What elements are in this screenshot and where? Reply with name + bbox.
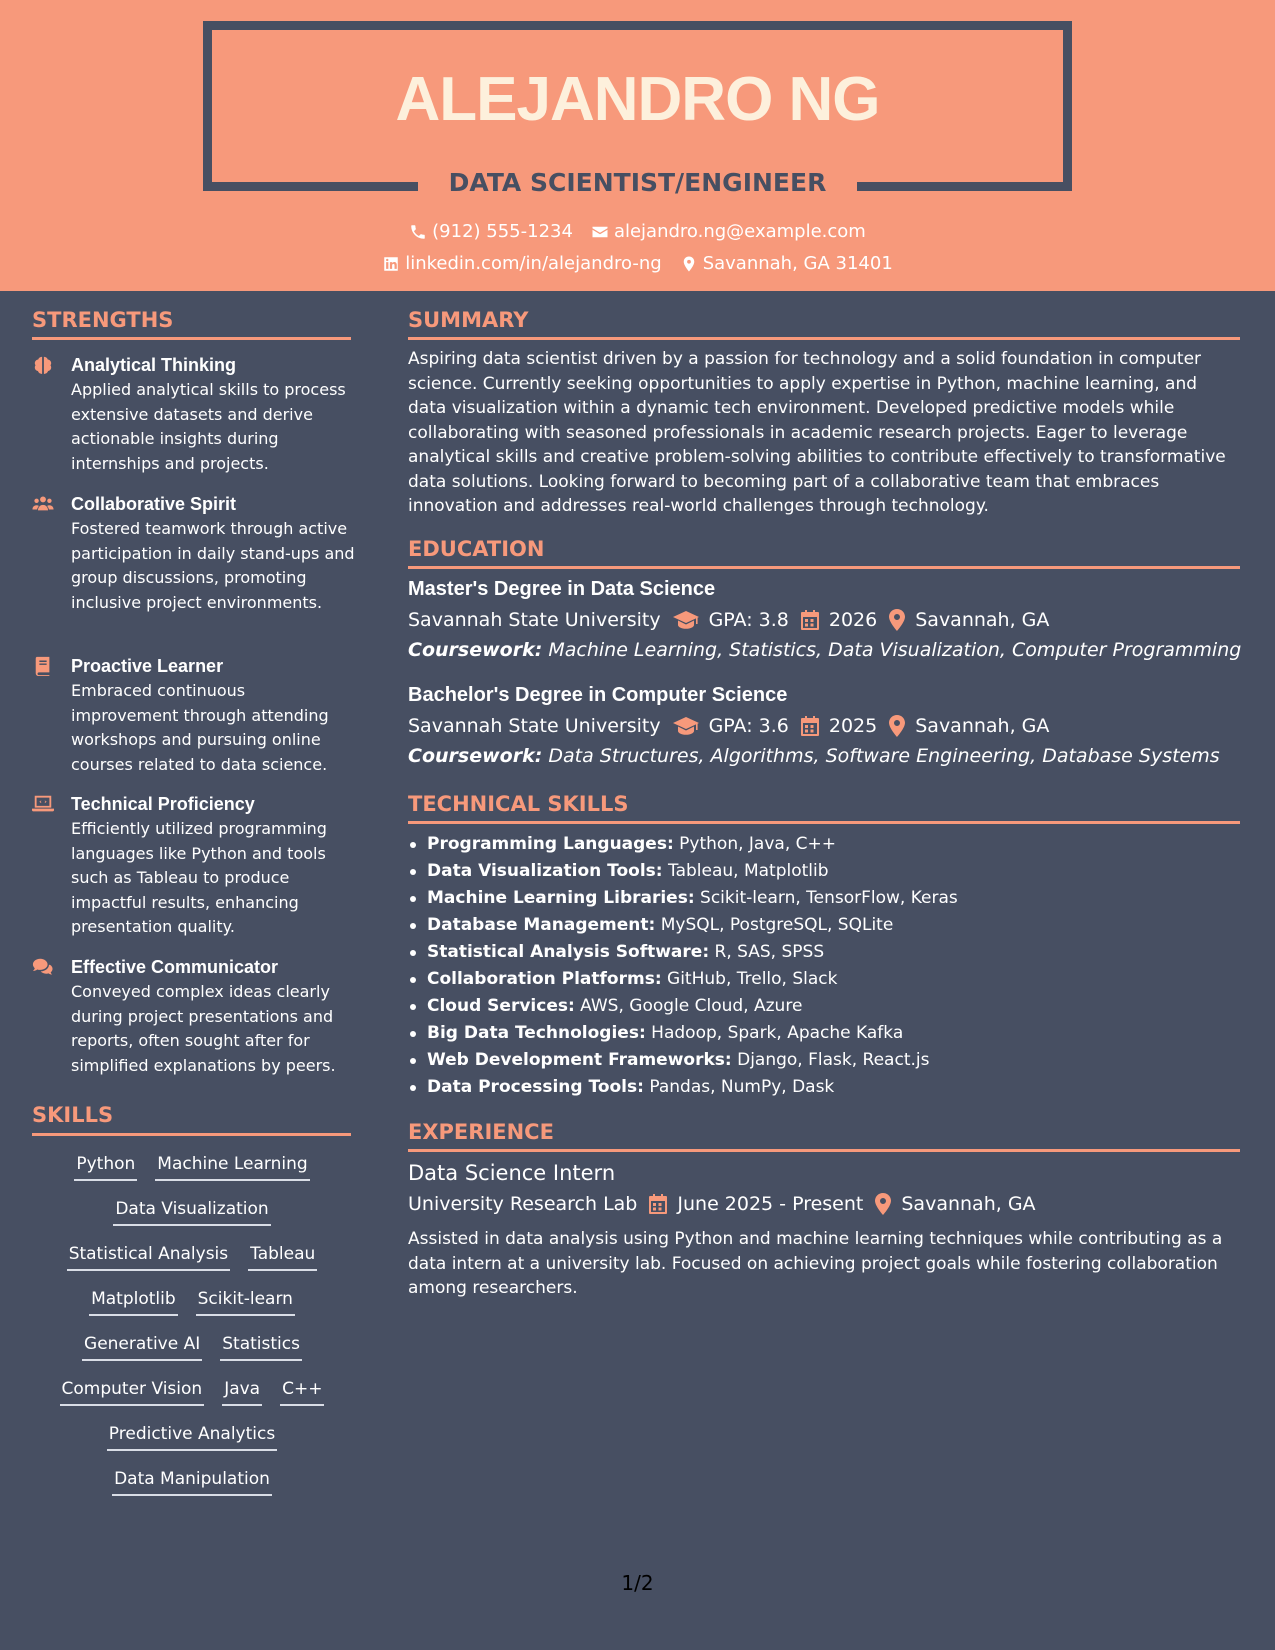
- phone-icon: [409, 223, 427, 241]
- linkedin-icon: [382, 255, 400, 273]
- technical-skills-list: [408, 831, 1240, 1101]
- strengths-heading: STRENGTHS: [32, 308, 174, 332]
- school-name: Savannah State University: [408, 609, 661, 631]
- organization-name: University Research Lab: [408, 1193, 638, 1215]
- year-text: 2026: [828, 609, 878, 631]
- degree-title: Master's Degree in Data Science: [408, 578, 716, 600]
- location-text: Savannah, GA: [915, 609, 1050, 631]
- section-divider: [32, 1133, 351, 1136]
- skill-category: Machine Learning Libraries:: [427, 888, 695, 908]
- strength-description: Embraced continuous improvement through attending workshops and pursuing online courses related to data science.: [71, 681, 329, 774]
- skill-values: Django, Flask, React.js: [737, 1050, 930, 1070]
- list-item: [408, 1074, 1240, 1101]
- skill-values: R, SAS, SPSS: [714, 942, 825, 962]
- skill-category: Database Management:: [427, 915, 656, 935]
- strength-title: Effective Communicator: [71, 957, 279, 977]
- job-title: Data Science Intern: [408, 1161, 616, 1185]
- job-description: Assisted in data analysis using Python and machine learning techniques while contributing as a data intern at a university lab. Focused on achieving project goals while fostering collaboration among researchers.: [408, 1229, 1223, 1298]
- section-divider: [408, 337, 1240, 340]
- skill-values: AWS, Google Cloud, Azure: [580, 996, 803, 1016]
- section-divider: [408, 566, 1240, 569]
- list-item: [408, 993, 1240, 1020]
- book-icon: [32, 656, 54, 676]
- skill-tag: Predictive Analytics: [107, 1422, 277, 1451]
- skill-category: Statistical Analysis Software:: [427, 942, 710, 962]
- skill-tag: Data Visualization: [113, 1197, 270, 1226]
- skill-tag: Statistics: [220, 1332, 302, 1361]
- degree-meta: [408, 713, 1049, 739]
- coursework-label: Coursework:: [408, 639, 543, 661]
- list-item: [408, 1020, 1240, 1047]
- skill-values: Pandas, NumPy, Dask: [649, 1077, 835, 1097]
- coursework-label: Coursework:: [408, 745, 543, 767]
- coursework-text: Data Structures, Algorithms, Software Engineering, Database Systems: [548, 745, 1220, 767]
- contact-location: [680, 252, 893, 276]
- skill-tag: Tableau: [248, 1242, 317, 1271]
- skill-values: Python, Java, C++: [679, 834, 836, 854]
- skill-tag-row: [32, 1287, 352, 1316]
- skills-heading: SKILLS: [32, 1103, 114, 1127]
- section-divider: [408, 821, 1240, 824]
- page-number: 1/2: [621, 1571, 654, 1595]
- skill-tag-row: [32, 1422, 352, 1451]
- contact-row: [0, 220, 1275, 244]
- location-text: Savannah, GA: [915, 715, 1050, 737]
- skill-values: Hadoop, Spark, Apache Kafka: [651, 1023, 904, 1043]
- skill-values: Tableau, Matplotlib: [668, 861, 829, 881]
- skill-category: Web Development Frameworks:: [427, 1050, 732, 1070]
- skill-tag: Python: [74, 1152, 137, 1181]
- section-divider: [32, 337, 351, 340]
- skill-tag: Machine Learning: [155, 1152, 309, 1181]
- degree-meta: [408, 607, 1049, 633]
- coursework-line: [408, 743, 1220, 769]
- school-name: Savannah State University: [408, 715, 661, 737]
- candidate-title: DATA SCIENTIST/ENGINEER: [448, 168, 827, 197]
- gpa-text: GPA: 3.6: [708, 715, 789, 737]
- strength-description: Applied analytical skills to process extensive datasets and derive actionable insights during internships and projects.: [71, 380, 346, 473]
- email-text[interactable]: alejandro.ng@example.com: [613, 221, 866, 242]
- resume-header: [0, 0, 1275, 291]
- map-pin-icon: [889, 715, 905, 737]
- strength-description: Conveyed complex ideas clearly during project presentations and reports, often sought after for simplified explanations by peers.: [71, 982, 336, 1075]
- location-text: Savannah, GA 31401: [702, 253, 893, 274]
- skill-tag: Matplotlib: [89, 1287, 178, 1316]
- skill-tag-row: [32, 1152, 352, 1181]
- list-item: [408, 885, 1240, 912]
- list-item: [408, 1047, 1240, 1074]
- gpa-text: GPA: 3.8: [708, 609, 789, 631]
- coursework-line: [408, 637, 1241, 663]
- people-icon: [32, 494, 54, 514]
- skill-tag-row: [32, 1377, 352, 1406]
- graduation-cap-icon: [673, 610, 699, 630]
- contact-linkedin: [382, 252, 661, 276]
- skill-tag-row: [32, 1467, 352, 1496]
- skill-tag: Generative AI: [82, 1332, 202, 1361]
- envelope-icon: [591, 223, 609, 241]
- coursework-text: Machine Learning, Statistics, Data Visualization, Computer Programming: [548, 639, 1242, 661]
- skill-tag: Statistical Analysis: [67, 1242, 230, 1271]
- list-item: [408, 966, 1240, 993]
- skill-tag-row: [32, 1197, 352, 1226]
- skill-values: GitHub, Trello, Slack: [667, 969, 838, 989]
- list-item: [408, 912, 1240, 939]
- contact-phone: [409, 220, 573, 244]
- summary-text: Aspiring data scientist driven by a passion for technology and a solid foundation in computer science. Currently seeking opportunities to apply expertise in Python, machine learning, and data visualization within a dynamic tech environment. Developed predictive models while collaborating with seasoned professionals in academic research projects. Eager to leverage analytical skills and creative problem-solving abilities to contribute effectively to transformative data solutions. Looking forward to becoming part of a collaborative team that embraces innovation and addresses real-world challenges through technology.: [408, 349, 1226, 516]
- strength-title: Proactive Learner: [71, 656, 224, 676]
- skill-tag-row: [32, 1332, 352, 1361]
- phone-text[interactable]: (912) 555-1234: [432, 221, 573, 242]
- education-heading: EDUCATION: [408, 537, 545, 561]
- section-divider: [408, 1149, 1240, 1152]
- skill-category: Collaboration Platforms:: [427, 969, 662, 989]
- candidate-name: ALEJANDRO NG: [395, 65, 880, 134]
- strength-title: Collaborative Spirit: [71, 494, 237, 514]
- map-pin-icon: [680, 255, 698, 273]
- job-meta: [408, 1191, 1036, 1217]
- skill-category: Cloud Services:: [427, 996, 575, 1016]
- skill-tag: C++: [280, 1377, 324, 1406]
- map-pin-icon: [889, 609, 905, 631]
- calendar-icon: [801, 716, 819, 736]
- skill-tag: Java: [222, 1377, 262, 1406]
- technical-skills-heading: TECHNICAL SKILLS: [408, 792, 629, 816]
- strength-description: Efficiently utilized programming languages like Python and tools such as Tableau to produce impactful results, enhancing presentation quality.: [71, 819, 327, 936]
- map-pin-icon: [875, 1193, 891, 1215]
- degree-title: Bachelor's Degree in Computer Science: [408, 684, 788, 706]
- experience-heading: EXPERIENCE: [408, 1120, 554, 1144]
- laptop-code-icon: [32, 794, 54, 814]
- skill-category: Data Visualization Tools:: [427, 861, 663, 881]
- linkedin-text[interactable]: linkedin.com/in/alejandro-ng: [405, 253, 662, 274]
- summary-heading: SUMMARY: [408, 308, 529, 332]
- comments-icon: [32, 957, 54, 977]
- strength-title: Analytical Thinking: [71, 355, 237, 375]
- calendar-icon: [649, 1194, 667, 1214]
- calendar-icon: [801, 610, 819, 630]
- contact-row: [0, 252, 1275, 276]
- contact-email: [591, 220, 866, 244]
- list-item: [408, 939, 1240, 966]
- strength-description: Fostered teamwork through active participation in daily stand-ups and group discussions, promoting inclusive project environments.: [71, 519, 355, 612]
- strength-title: Technical Proficiency: [71, 794, 255, 814]
- skill-values: MySQL, PostgreSQL, SQLite: [660, 915, 894, 935]
- skill-category: Big Data Technologies:: [427, 1023, 646, 1043]
- location-text: Savannah, GA: [901, 1193, 1036, 1215]
- graduation-cap-icon: [673, 716, 699, 736]
- brain-icon: [32, 355, 54, 375]
- year-text: 2025: [828, 715, 878, 737]
- skill-tag: Data Manipulation: [112, 1467, 272, 1496]
- skill-category: Programming Languages:: [427, 834, 674, 854]
- list-item: [408, 858, 1240, 885]
- skill-tag: Computer Vision: [60, 1377, 205, 1406]
- skill-values: Scikit-learn, TensorFlow, Keras: [700, 888, 958, 908]
- skill-tag-row: [32, 1242, 352, 1271]
- skill-tag: Scikit-learn: [196, 1287, 295, 1316]
- skill-category: Data Processing Tools:: [427, 1077, 644, 1097]
- job-dates: June 2025 - Present: [677, 1193, 864, 1215]
- list-item: [408, 831, 1240, 858]
